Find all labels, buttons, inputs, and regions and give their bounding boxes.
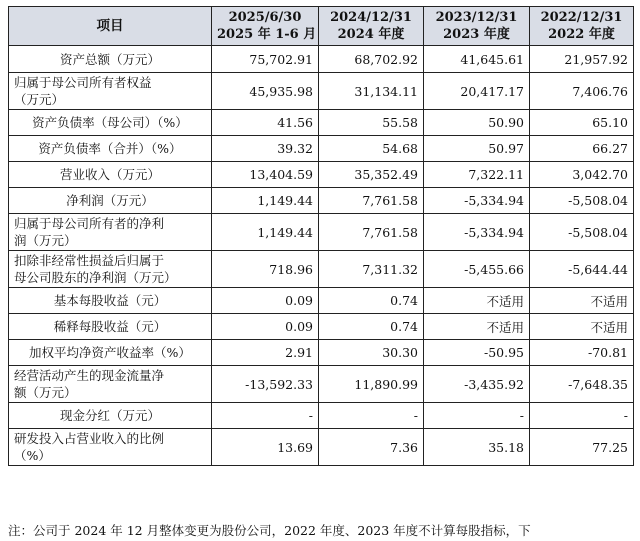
row-label (9, 251, 212, 288)
table-cell: 65.10 (530, 110, 634, 136)
row-label-line: 资产负债率（合并）（%） (38, 141, 182, 156)
row-label-line: 净利润（万元） (66, 193, 154, 208)
table-cell: 50.97 (424, 136, 530, 162)
row-label (9, 340, 212, 366)
row-label (9, 110, 212, 136)
table-cell: 68,702.92 (319, 46, 424, 73)
table-row (9, 46, 634, 73)
financial-summary-table-wrap (8, 6, 633, 466)
row-label-line: 研发投入占营业收入的比例 (14, 431, 165, 446)
table-cell: 54.68 (319, 136, 424, 162)
row-label-line: 归属于母公司所有者权益 (14, 75, 152, 90)
row-label-line: 润（万元） (14, 233, 77, 248)
row-label-line: （万元） (14, 92, 65, 107)
table-row (9, 288, 634, 314)
row-label (9, 162, 212, 188)
header-date: 2024/12/31 (330, 10, 412, 25)
table-cell: 不适用 (424, 314, 530, 340)
table-cell: 13,404.59 (212, 162, 319, 188)
table-cell: 11,890.99 (319, 366, 424, 403)
table-cell: 7.36 (319, 429, 424, 466)
table-cell: 不适用 (424, 288, 530, 314)
row-label-line: 资产负债率（母公司）（%） (32, 115, 188, 130)
row-label-line: （%） (14, 448, 51, 463)
table-cell: 30.30 (319, 340, 424, 366)
table-cell: 50.90 (424, 110, 530, 136)
row-label (9, 314, 212, 340)
table-row (9, 188, 634, 214)
row-label (9, 46, 212, 73)
header-period: 2022 年度 (548, 27, 615, 42)
row-label (9, 188, 212, 214)
table-cell: 0.09 (212, 314, 319, 340)
table-cell: -7,648.35 (530, 366, 634, 403)
table-row (9, 251, 634, 288)
row-label-line: 归属于母公司所有者的净利 (14, 216, 165, 231)
row-label (9, 73, 212, 110)
table-header-row (9, 7, 634, 46)
table-cell: -3,435.92 (424, 366, 530, 403)
table-cell: 35.18 (424, 429, 530, 466)
table-cell: 3,042.70 (530, 162, 634, 188)
row-label (9, 136, 212, 162)
table-cell: 39.32 (212, 136, 319, 162)
table-cell: -5,508.04 (530, 188, 634, 214)
header-period: 2025 年 1-6 月 (217, 27, 317, 42)
row-label-line: 母公司股东的净利润（万元） (14, 270, 177, 285)
table-cell: 77.25 (530, 429, 634, 466)
table-row (9, 214, 634, 251)
table-cell: 7,761.58 (319, 188, 424, 214)
table-row (9, 162, 634, 188)
table-cell: 0.09 (212, 288, 319, 314)
table-row (9, 366, 634, 403)
row-label (9, 214, 212, 251)
table-cell: - (530, 403, 634, 429)
table-cell: -5,334.94 (424, 188, 530, 214)
table-row (9, 136, 634, 162)
table-cell: 45,935.98 (212, 73, 319, 110)
table-footnote: 注：公司于 2024 年 12 月整体变更为股份公司，2022 年度、2023 年度不计算每股指标，下 (8, 523, 531, 538)
header-item-label: 项目 (96, 17, 124, 34)
table-cell: 55.58 (319, 110, 424, 136)
table-cell: -5,508.04 (530, 214, 634, 251)
table-cell: - (319, 403, 424, 429)
table-cell: -70.81 (530, 340, 634, 366)
header-date: 2025/6/30 (228, 10, 302, 25)
row-label-line: 扣除非经常性损益后归属于 (14, 253, 165, 268)
row-label (9, 288, 212, 314)
table-cell: 31,134.11 (319, 73, 424, 110)
table-cell: - (212, 403, 319, 429)
table-cell: 0.74 (319, 314, 424, 340)
header-item (9, 7, 212, 46)
table-cell: 718.96 (212, 251, 319, 288)
table-cell: 0.74 (319, 288, 424, 314)
header-date: 2022/12/31 (540, 10, 623, 25)
table-cell: 2.91 (212, 340, 319, 366)
table-cell: -5,644.44 (530, 251, 634, 288)
table-row (9, 340, 634, 366)
row-label-line: 现金分红（万元） (59, 408, 160, 423)
table-cell: 1,149.44 (212, 188, 319, 214)
row-label (9, 403, 212, 429)
header-date: 2023/12/31 (435, 10, 518, 25)
table-cell: - (424, 403, 530, 429)
table-cell: 66.27 (530, 136, 634, 162)
table-row (9, 73, 634, 110)
table-cell: -13,592.33 (212, 366, 319, 403)
row-label-line: 资产总额（万元） (59, 51, 160, 67)
table-cell: -50.95 (424, 340, 530, 366)
table-cell: 7,311.32 (319, 251, 424, 288)
table-cell: -5,334.94 (424, 214, 530, 251)
table-cell: 1,149.44 (212, 214, 319, 251)
row-label-line: 额（万元） (14, 385, 77, 400)
table-cell: -5,455.66 (424, 251, 530, 288)
row-label-line: 经营活动产生的现金流量净 (14, 368, 165, 383)
header-period: 2024 年度 (337, 27, 405, 42)
table-cell: 7,406.76 (530, 73, 634, 110)
table-cell: 7,761.58 (319, 214, 424, 251)
row-label (9, 429, 212, 466)
header-period: 2023 年度 (443, 27, 510, 42)
table-cell: 不适用 (530, 314, 634, 340)
table-row (9, 403, 634, 429)
row-label (9, 366, 212, 403)
table-cell: 不适用 (530, 288, 634, 314)
table-row (9, 314, 634, 340)
row-label-line: 稀释每股收益（元） (53, 319, 167, 334)
table-cell: 35,352.49 (319, 162, 424, 188)
row-label-line: 加权平均净资产收益率（%） (29, 345, 191, 360)
table-cell: 75,702.91 (212, 46, 319, 73)
table-cell: 41.56 (212, 110, 319, 136)
table-row (9, 429, 634, 466)
table-cell: 41,645.61 (424, 46, 530, 73)
financial-summary-table (8, 6, 634, 466)
row-label-line: 基本每股收益（元） (53, 293, 167, 308)
header-2025h1 (212, 7, 319, 46)
header-2022 (530, 7, 634, 46)
row-label-line: 营业收入（万元） (59, 167, 160, 182)
table-cell: 7,322.11 (424, 162, 530, 188)
header-2023 (424, 7, 530, 46)
table-body (9, 46, 634, 466)
table-cell: 20,417.17 (424, 73, 530, 110)
header-2024 (319, 7, 424, 46)
table-cell: 21,957.92 (530, 46, 634, 73)
table-cell: 13.69 (212, 429, 319, 466)
table-row (9, 110, 634, 136)
